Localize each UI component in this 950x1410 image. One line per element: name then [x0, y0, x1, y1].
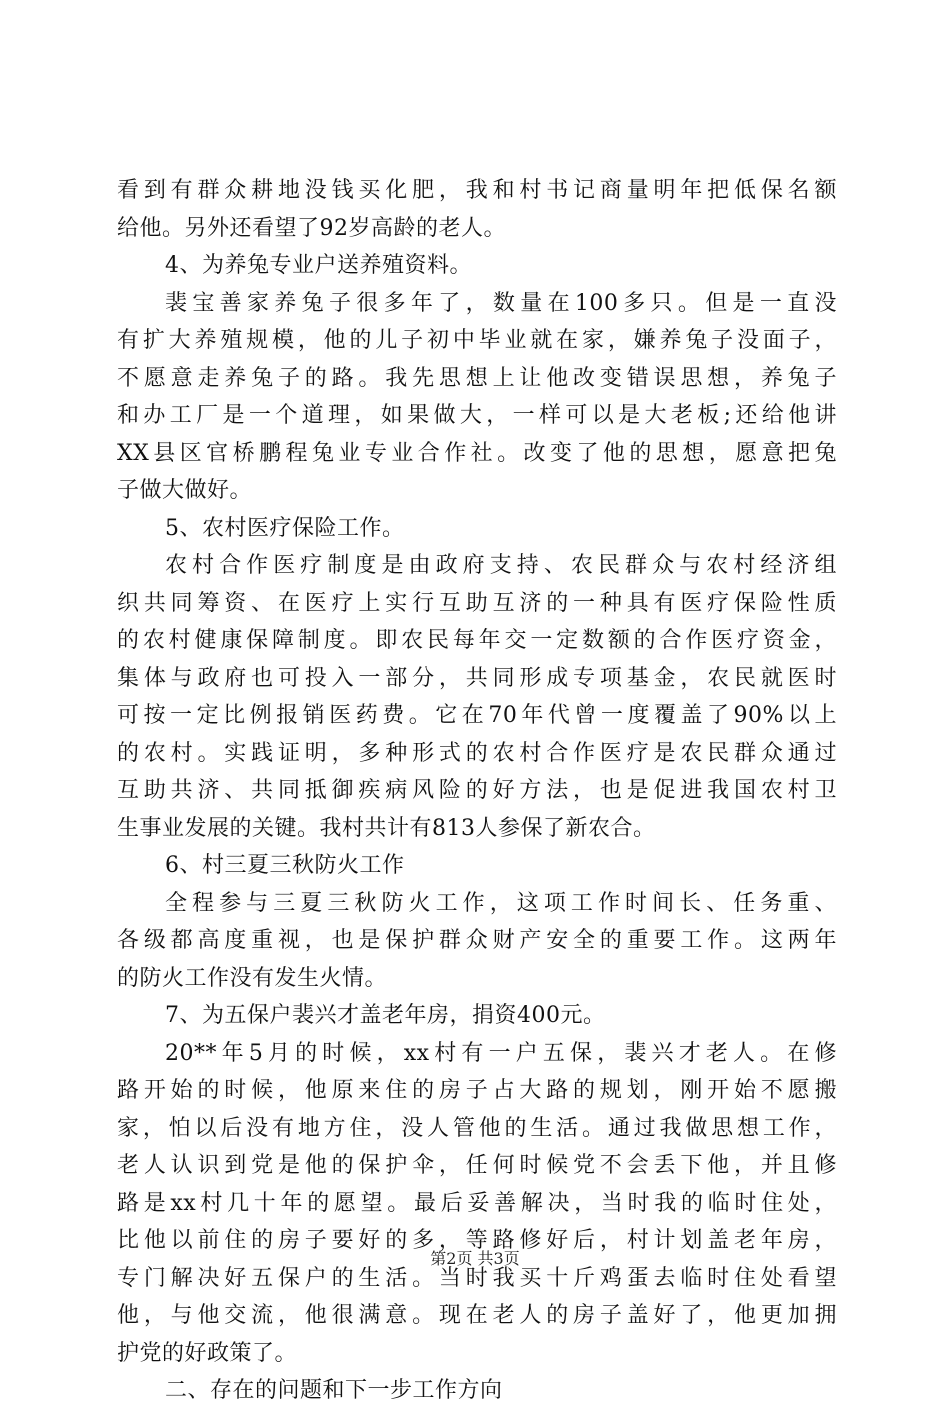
- text-line: 路是xx村几十年的愿望。最后妥善解决，当时我的临时住处，: [117, 1190, 837, 1216]
- text-line: 互助共济、共同抵御疾病风险的好方法，也是促进我国农村卫: [117, 778, 837, 803]
- text-line: 的农村健康保障制度。即农民每年交一定数额的合作医疗资金，: [117, 628, 837, 653]
- text-line: 可按一定比例报销医药费。它在70年代曾一度覆盖了90%以上: [117, 703, 837, 728]
- text-line: 他，与他交流，他很满意。现在老人的房子盖好了，他更加拥: [117, 1303, 837, 1328]
- text-line: 不愿意走养兔子的路。我先思想上让他改变错误思想，养兔子: [117, 365, 837, 391]
- text-line: 和办工厂是一个道理，如果做大，一样可以是大老板;还给他讲: [117, 403, 837, 428]
- text-line: 生事业发展的关键。我村共计有813人参保了新农合。: [117, 815, 656, 841]
- text-line: 全程参与三夏三秋防火工作，这项工作时间长、任务重、: [165, 890, 837, 916]
- text-line: 20**年5月的时候，xx村有一户五保，裴兴才老人。在修: [165, 1040, 837, 1066]
- text-line: 裴宝善家养兔子很多年了，数量在100多只。但是一直没: [165, 290, 837, 316]
- text-line: 集体与政府也可投入一部分，共同形成专项基金，农民就医时: [117, 665, 837, 691]
- text-line: 有扩大养殖规模，他的儿子初中毕业就在家，嫌养兔子没面子，: [117, 328, 837, 353]
- text-line: 的防火工作没有发生火情。: [117, 965, 388, 991]
- text-line: 二、存在的问题和下一步工作方向: [165, 1378, 503, 1403]
- text-line: 路开始的时候，他原来住的房子占大路的规划，刚开始不愿搬: [117, 1078, 837, 1103]
- text-line: 看到有群众耕地没钱买化肥，我和村书记商量明年把低保名额: [117, 178, 837, 203]
- text-line: 6、村三夏三秋防火工作: [165, 853, 405, 878]
- page-footer: 第2页 共3页: [430, 1249, 520, 1268]
- text-line: 子做大做好。: [117, 478, 253, 503]
- text-line: 护党的好政策了。: [117, 1340, 298, 1366]
- text-line: 各级都高度重视，也是保护群众财产安全的重要工作。这两年: [117, 928, 837, 953]
- text-line: 4、为养兔专业户送养殖资料。: [165, 253, 472, 278]
- text-line: XX县区官桥鹏程兔业专业合作社。改变了他的思想，愿意把兔: [117, 440, 837, 466]
- text-line: 的农村。实践证明，多种形式的农村合作医疗是农民群众通过: [117, 740, 837, 766]
- text-line: 专门解决好五保户的生活。当时我买十斤鸡蛋去临时住处看望: [117, 1265, 837, 1291]
- text-line: 老人认识到党是他的保护伞，任何时候党不会丢下他，并且修: [117, 1153, 837, 1178]
- text-line: 5、农村医疗保险工作。: [165, 515, 405, 541]
- text-line: 家，怕以后没有地方住，没人管他的生活。通过我做思想工作，: [117, 1115, 837, 1141]
- document-body: [117, 172, 837, 1410]
- text-line: 比他以前住的房子要好的多，等路修好后，村计划盖老年房，: [117, 1228, 837, 1253]
- text-line: 织共同筹资、在医疗上实行互助互济的一种具有医疗保险性质: [117, 590, 837, 616]
- text-line: 农村合作医疗制度是由政府支持、农民群众与农村经济组: [165, 553, 837, 578]
- text-line: 给他。另外还看望了92岁高龄的老人。: [117, 215, 506, 241]
- text-line: 7、为五保户裴兴才盖老年房，捐资400元。: [165, 1003, 606, 1028]
